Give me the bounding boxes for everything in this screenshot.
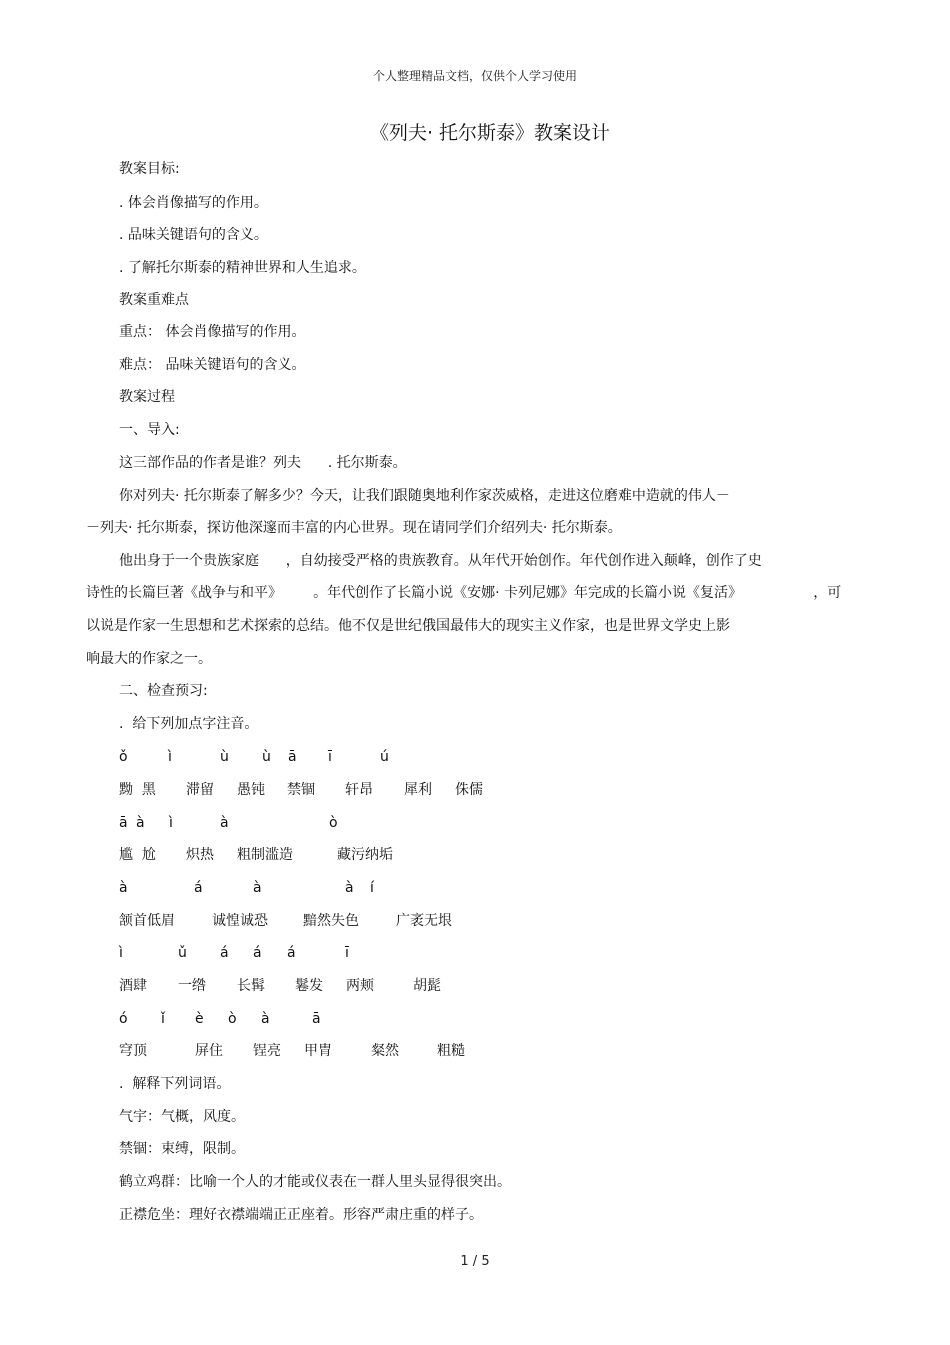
pinyin: ù <box>262 749 271 765</box>
goal-item-2: . 品味关键语句的含义。 <box>119 227 268 243</box>
pinyin: ó <box>119 1011 128 1027</box>
pinyin: ā <box>119 815 128 831</box>
word: 屏住 <box>195 1043 223 1059</box>
pinyin: ǔ <box>178 945 187 961</box>
pinyin: ù <box>220 749 229 765</box>
word: 黯然失色 <box>303 913 359 929</box>
key-heading: 教案重难点 <box>119 292 189 308</box>
pinyin: í <box>370 880 374 896</box>
definition-3: 鹤立鸡群：比喻一个人的才能或仪表在一群人里头显得很突出。 <box>119 1174 511 1190</box>
key-point: 重点： 体会肖像描写的作用。 <box>119 324 306 340</box>
pinyin: á <box>287 945 296 961</box>
pinyin: ǒ <box>119 749 128 765</box>
task-2: . 解释下列词语。 <box>119 1076 231 1092</box>
goal-item-1: . 体会肖像描写的作用。 <box>119 195 268 211</box>
pinyin: ì <box>169 815 173 831</box>
word: 侏儒 <box>455 782 483 798</box>
pinyin: ī <box>328 749 332 765</box>
pinyin: ā <box>288 749 297 765</box>
intro-paragraph-line-1: 你对列夫· 托尔斯泰了解多少？今天，让我们跟随奥地利作家茨威格，走进这位磨难中造就的伟人－ <box>119 488 730 504</box>
word: 粗糙 <box>437 1043 465 1059</box>
pinyin: à <box>345 880 354 896</box>
definition-4: 正襟危坐：理好衣襟端端正正座着。形容严肃庄重的样子。 <box>119 1207 483 1223</box>
pinyin: à <box>136 815 145 831</box>
intro-paragraph-line-2: －列夫· 托尔斯泰，探访他深邃而丰富的内心世界。现在请同学们介绍列夫· 托尔斯泰。 <box>86 520 622 536</box>
pinyin: ì <box>119 945 123 961</box>
word: 甲胄 <box>304 1043 332 1059</box>
process-heading: 教案过程 <box>119 389 175 405</box>
pinyin: á <box>220 945 229 961</box>
goals-heading: 教案目标: <box>119 161 180 177</box>
pinyin: ì <box>168 749 172 765</box>
definition-1: 气宇：气概，风度。 <box>119 1109 245 1125</box>
bio-line-4: 响最大的作家之一。 <box>86 651 212 667</box>
pinyin: á <box>253 945 262 961</box>
intro-heading: 一、导入: <box>119 422 180 438</box>
word: 酒肆 <box>119 978 147 994</box>
bio-line-2: 诗性的长篇巨著《战争与和平》 。年代创作了长篇小说《安娜· 卡列尼娜》年完成的长篇小说《复活》 ，可 <box>86 585 842 601</box>
word: 粲然 <box>371 1043 399 1059</box>
page-header: 个人整理精品文档，仅供个人学习使用 <box>372 69 577 83</box>
bio-line-1: 他出身于一个贵族家庭 ，自幼接受严格的贵族教育。从年代开始创作。年代创作进入颠峰，创作了史 <box>119 553 762 569</box>
word: 颔首低眉 <box>119 913 175 929</box>
pinyin: à <box>253 880 262 896</box>
task-1: . 给下列加点字注音。 <box>119 716 259 732</box>
word: 诚惶诚恐 <box>212 913 268 929</box>
word: 轩昂 <box>345 782 373 798</box>
pinyin: à <box>119 880 128 896</box>
pinyin: ò <box>228 1011 237 1027</box>
pinyin: á <box>194 880 203 896</box>
pinyin: à <box>261 1011 270 1027</box>
word: 禁锢 <box>287 782 315 798</box>
pinyin: ī <box>345 945 349 961</box>
difficulty-point: 难点： 品味关键语句的含义。 <box>119 357 306 373</box>
word: 广袤无垠 <box>396 913 452 929</box>
word: 炽热 <box>186 847 214 863</box>
word: 尴 尬 <box>119 847 156 863</box>
word: 犀利 <box>404 782 432 798</box>
goal-item-3: . 了解托尔斯泰的精神世界和人生追求。 <box>119 260 366 276</box>
intro-question: 这三部作品的作者是谁？列夫 . 托尔斯泰。 <box>119 455 407 471</box>
word: 鬈发 <box>295 978 323 994</box>
word: 滞留 <box>186 782 214 798</box>
word: 愚钝 <box>237 782 265 798</box>
word: 穹顶 <box>119 1043 147 1059</box>
word: 两颊 <box>346 978 374 994</box>
word: 锃亮 <box>253 1043 281 1059</box>
page-number: 1 / 5 <box>460 1254 490 1269</box>
word: 粗制滥造 <box>237 847 293 863</box>
preview-heading: 二、检查预习: <box>119 683 208 699</box>
word: 一绺 <box>178 978 206 994</box>
pinyin: ú <box>380 749 389 765</box>
definition-2: 禁锢：束缚，限制。 <box>119 1141 245 1157</box>
word: 黝 黑 <box>119 782 156 798</box>
pinyin: à <box>220 815 229 831</box>
pinyin: è <box>195 1011 204 1027</box>
pinyin: ò <box>329 815 338 831</box>
word: 长髯 <box>237 978 265 994</box>
word: 藏污纳垢 <box>337 847 393 863</box>
pinyin: ā <box>312 1011 321 1027</box>
bio-line-3: 以说是作家一生思想和艺术探索的总结。他不仅是世纪俄国最伟大的现实主义作家，也是世界文学史上影 <box>86 618 730 634</box>
pinyin: ǐ <box>161 1011 165 1027</box>
document-title: 《列夫· 托尔斯泰》教案设计 <box>369 122 611 144</box>
word: 胡髭 <box>413 978 441 994</box>
